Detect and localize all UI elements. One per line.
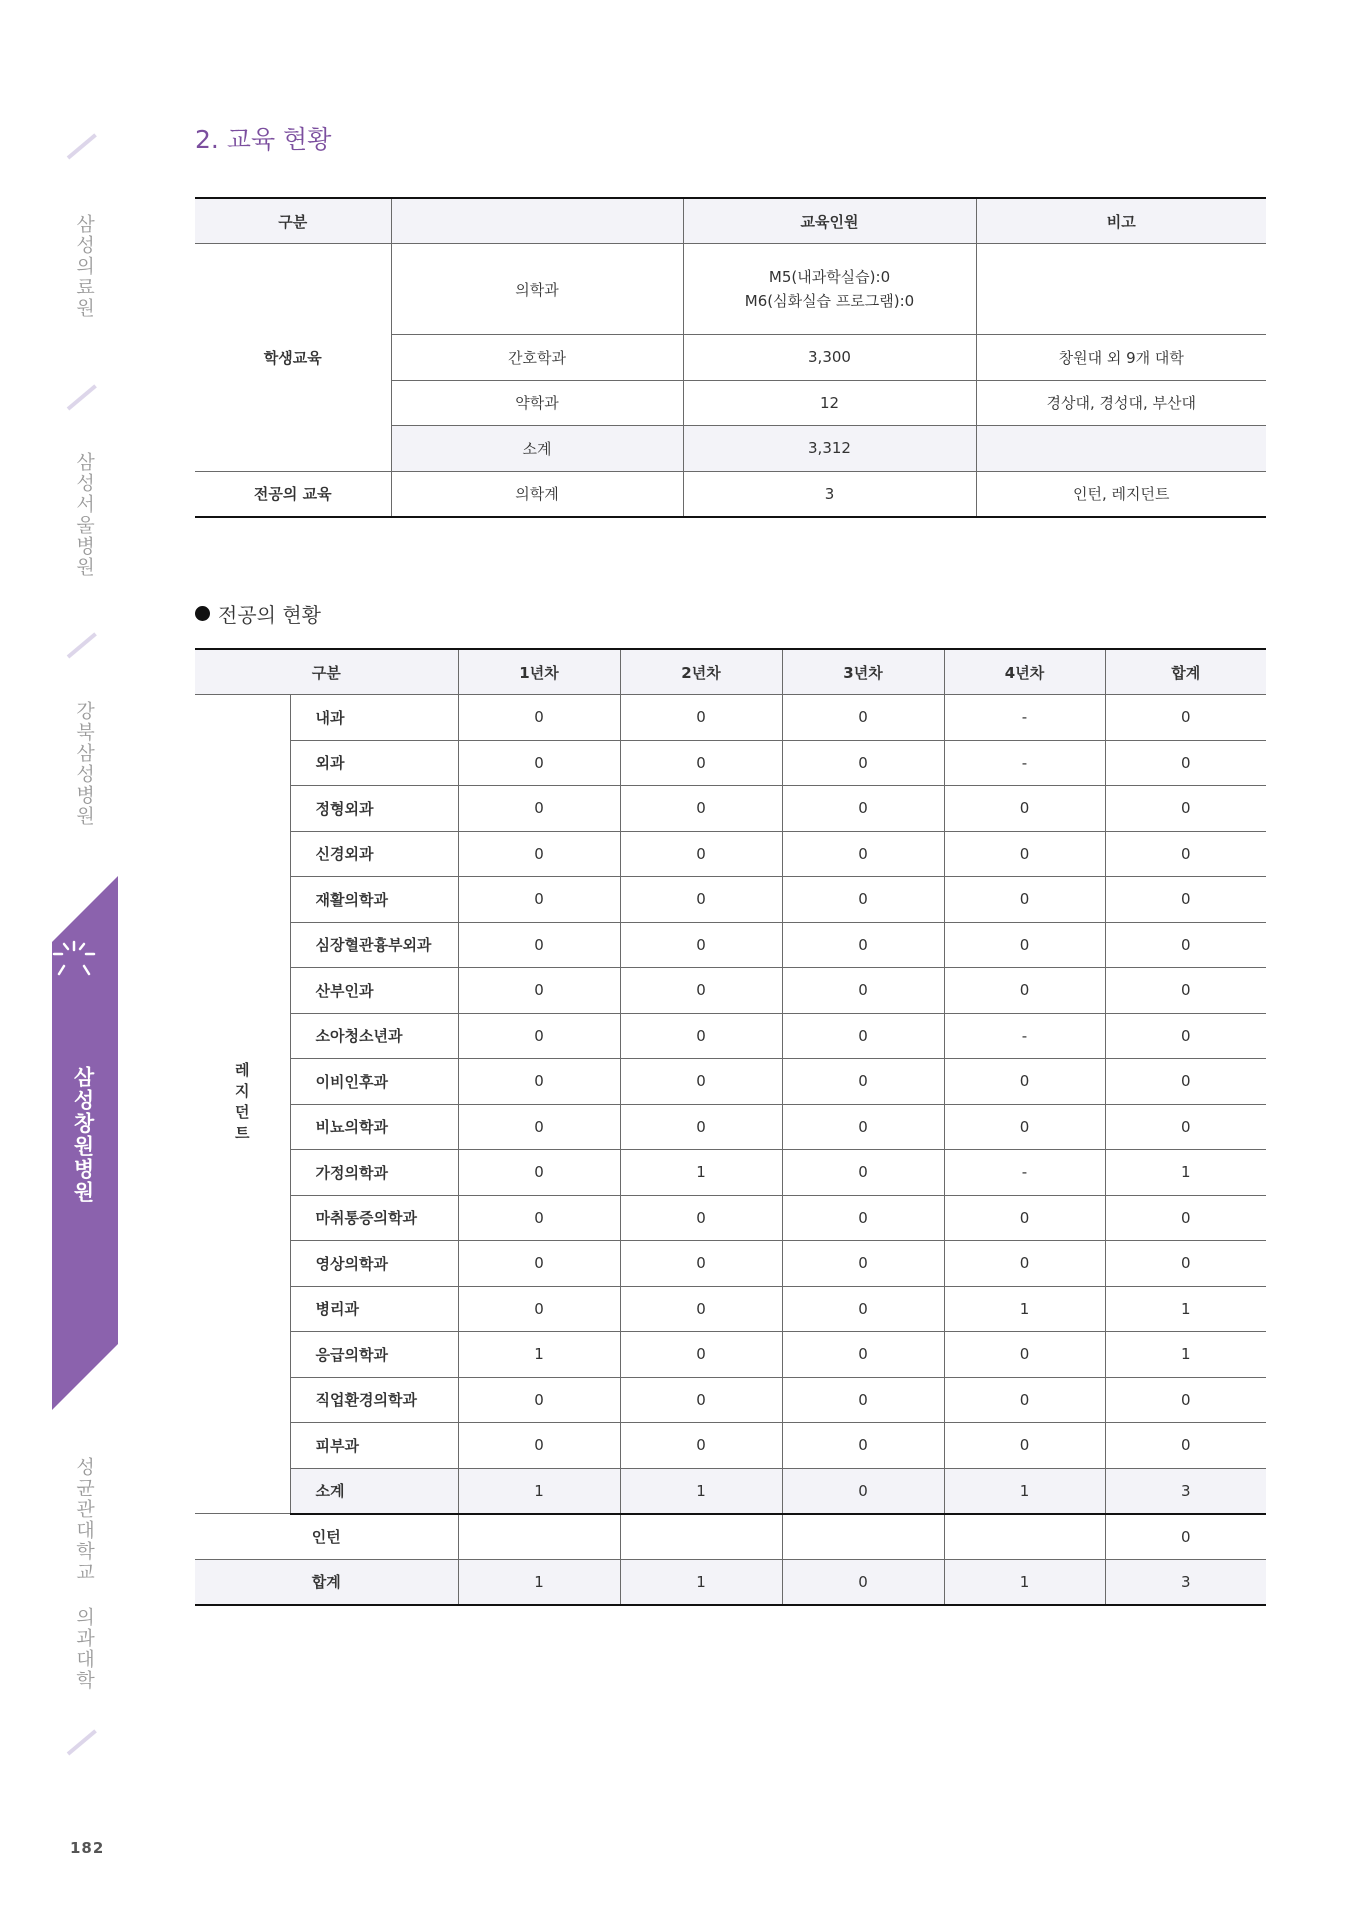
dept-cell: 소아청소년과 <box>290 1013 458 1059</box>
dept-cell: 가정의학과 <box>290 1150 458 1196</box>
value-cell: 0 <box>1105 877 1266 923</box>
value-cell: 1 <box>944 1286 1105 1332</box>
value-cell: 0 <box>1105 1423 1266 1469</box>
value-cell: 0 <box>782 1059 944 1105</box>
table-row <box>195 922 1266 968</box>
value-cell: 0 <box>620 1286 782 1332</box>
value-cell: 0 <box>458 1013 620 1059</box>
value-cell: 0 <box>458 1423 620 1469</box>
value-cell <box>944 1514 1105 1560</box>
value-cell: 0 <box>458 922 620 968</box>
header-year-4: 4년차 <box>944 649 1105 695</box>
table-row <box>195 471 1266 517</box>
table-row <box>195 695 1266 741</box>
table-header-row <box>195 198 1266 244</box>
value-cell: 0 <box>944 786 1105 832</box>
value-cell: 1 <box>1105 1286 1266 1332</box>
value-cell: 0 <box>620 740 782 786</box>
value-cell: 0 <box>944 1195 1105 1241</box>
count-cell: 3,312 <box>683 426 976 472</box>
value-cell: - <box>944 1013 1105 1059</box>
note-cell: 인턴, 레지던트 <box>976 471 1266 517</box>
dept-cell: 의학과 <box>391 244 683 335</box>
value-cell: 0 <box>1105 786 1266 832</box>
sunburst-icon <box>52 936 96 980</box>
value-cell: 0 <box>944 1332 1105 1378</box>
value-cell: 0 <box>782 1377 944 1423</box>
note-cell: 경상대, 경성대, 부산대 <box>976 380 1266 426</box>
table-row <box>195 877 1266 923</box>
value-cell: 1 <box>458 1332 620 1378</box>
value-cell: 0 <box>1105 968 1266 1014</box>
value-cell: - <box>944 695 1105 741</box>
value-cell: 0 <box>1105 1377 1266 1423</box>
table-row <box>195 831 1266 877</box>
value-cell: 0 <box>782 877 944 923</box>
value-cell: 0 <box>944 1423 1105 1469</box>
value-cell: 0 <box>620 877 782 923</box>
dept-cell: 소계 <box>391 426 683 472</box>
header-year-2: 2년차 <box>620 649 782 695</box>
value-cell: 0 <box>782 1195 944 1241</box>
value-cell: 0 <box>944 1104 1105 1150</box>
value-cell: 0 <box>1105 1514 1266 1560</box>
value-cell: 0 <box>458 786 620 832</box>
dept-cell: 비뇨의학과 <box>290 1104 458 1150</box>
value-cell: 0 <box>782 1468 944 1514</box>
note-cell <box>976 426 1266 472</box>
value-cell: 0 <box>782 1332 944 1378</box>
divider-slash <box>67 632 97 658</box>
table-row <box>195 1241 1266 1287</box>
value-cell: 0 <box>944 831 1105 877</box>
table-row <box>195 244 1266 335</box>
dept-cell: 약학과 <box>391 380 683 426</box>
count-line: M5(내과학실습):0 <box>768 268 891 286</box>
value-cell: 0 <box>620 968 782 1014</box>
value-cell: 0 <box>782 695 944 741</box>
subtotal-label: 소계 <box>290 1468 458 1514</box>
value-cell: 0 <box>458 1195 620 1241</box>
value-cell: 0 <box>782 922 944 968</box>
value-cell: 0 <box>944 1377 1105 1423</box>
table-row <box>195 1104 1266 1150</box>
dept-cell: 피부과 <box>290 1423 458 1469</box>
value-cell: 0 <box>1105 831 1266 877</box>
value-cell: 0 <box>458 968 620 1014</box>
value-cell: 0 <box>782 740 944 786</box>
value-cell: 0 <box>620 1241 782 1287</box>
value-cell: 0 <box>782 1104 944 1150</box>
resident-group-label: 레지던트 <box>195 695 290 1514</box>
student-education-label: 학생교육 <box>195 244 391 472</box>
sub-title-text: 전공의 현황 <box>218 603 321 627</box>
dept-cell: 외과 <box>290 740 458 786</box>
header-category: 구분 <box>195 649 458 695</box>
value-cell <box>782 1514 944 1560</box>
value-cell: 0 <box>782 1423 944 1469</box>
value-cell: 0 <box>944 922 1105 968</box>
header-year-3: 3년차 <box>782 649 944 695</box>
value-cell: 0 <box>944 877 1105 923</box>
value-cell: 0 <box>458 740 620 786</box>
value-cell: 1 <box>458 1468 620 1514</box>
table-row <box>195 740 1266 786</box>
dept-cell: 재활의학과 <box>290 877 458 923</box>
dept-cell: 영상의학과 <box>290 1241 458 1287</box>
value-cell: 0 <box>782 1241 944 1287</box>
header-category: 구분 <box>195 198 391 244</box>
table-row <box>195 968 1266 1014</box>
value-cell: 0 <box>458 695 620 741</box>
value-cell: 1 <box>620 1468 782 1514</box>
value-cell: 0 <box>944 968 1105 1014</box>
value-cell: 1 <box>620 1150 782 1196</box>
specialist-education-label: 전공의 교육 <box>195 471 391 517</box>
side-nav-item-samsung-changwon-hospital[interactable]: 삼성창원병원 <box>71 1066 95 1204</box>
value-cell: 0 <box>620 695 782 741</box>
value-cell: 0 <box>1105 740 1266 786</box>
note-cell <box>976 244 1266 335</box>
value-cell: 0 <box>1105 922 1266 968</box>
value-cell: 0 <box>458 1241 620 1287</box>
intern-row <box>195 1514 1266 1560</box>
value-cell: 0 <box>458 877 620 923</box>
table-header-row <box>195 649 1266 695</box>
value-cell: 0 <box>1105 1241 1266 1287</box>
value-cell: 0 <box>458 1059 620 1105</box>
resident-status-table <box>195 648 1266 1606</box>
table-row <box>195 1332 1266 1378</box>
value-cell: 1 <box>620 1559 782 1605</box>
total-row <box>195 1559 1266 1605</box>
value-cell: 3 <box>1105 1559 1266 1605</box>
table-row <box>195 1423 1266 1469</box>
value-cell: 0 <box>458 1150 620 1196</box>
resident-table-footer <box>195 1514 1266 1605</box>
value-cell: 0 <box>782 1286 944 1332</box>
value-cell: 0 <box>458 1377 620 1423</box>
dept-cell: 정형외과 <box>290 786 458 832</box>
header-note: 비고 <box>976 198 1266 244</box>
intern-label: 인턴 <box>195 1514 458 1560</box>
value-cell: 1 <box>458 1559 620 1605</box>
value-cell: 0 <box>620 922 782 968</box>
value-cell: 1 <box>1105 1332 1266 1378</box>
value-cell: 1 <box>944 1468 1105 1514</box>
value-cell <box>620 1514 782 1560</box>
total-label: 합계 <box>195 1559 458 1605</box>
value-cell: 0 <box>944 1059 1105 1105</box>
dept-cell: 심장혈관흉부외과 <box>290 922 458 968</box>
value-cell: - <box>944 740 1105 786</box>
value-cell: 0 <box>1105 1195 1266 1241</box>
value-cell: 1 <box>944 1559 1105 1605</box>
value-cell: 0 <box>782 1013 944 1059</box>
value-cell: 0 <box>782 1150 944 1196</box>
subtotal-row <box>195 1468 1266 1514</box>
dept-cell: 응급의학과 <box>290 1332 458 1378</box>
count-line: M6(심화실습 프로그램):0 <box>744 292 915 310</box>
value-cell: 0 <box>458 1104 620 1150</box>
header-total: 합계 <box>1105 649 1266 695</box>
count-cell: 3,300 <box>683 335 976 381</box>
resident-table-body <box>195 695 1266 1514</box>
dept-cell: 의학계 <box>391 471 683 517</box>
value-cell: 0 <box>620 1013 782 1059</box>
divider-slash <box>67 384 97 410</box>
divider-slash <box>67 1729 97 1755</box>
value-cell: 0 <box>620 1423 782 1469</box>
header-count: 교육인원 <box>683 198 976 244</box>
table-row <box>195 1013 1266 1059</box>
value-cell: 0 <box>1105 1059 1266 1105</box>
value-cell: 0 <box>782 1559 944 1605</box>
education-status-table <box>195 197 1266 518</box>
value-cell: 0 <box>458 831 620 877</box>
count-cell <box>683 244 976 335</box>
value-cell: 0 <box>1105 695 1266 741</box>
dept-cell: 이비인후과 <box>290 1059 458 1105</box>
value-cell: 0 <box>620 786 782 832</box>
dept-cell: 마취통증의학과 <box>290 1195 458 1241</box>
table-row <box>195 1150 1266 1196</box>
dept-cell: 내과 <box>290 695 458 741</box>
value-cell: 0 <box>620 1332 782 1378</box>
header-year-1: 1년차 <box>458 649 620 695</box>
table-row <box>195 1059 1266 1105</box>
value-cell: 0 <box>782 786 944 832</box>
divider-slash <box>67 133 97 159</box>
value-cell: - <box>944 1150 1105 1196</box>
value-cell: 0 <box>1105 1104 1266 1150</box>
side-nav-item-samsung-medical-center[interactable]: 삼성의료원 <box>73 214 95 319</box>
bullet-icon <box>195 606 210 621</box>
dept-cell: 신경외과 <box>290 831 458 877</box>
dept-cell: 직업환경의학과 <box>290 1377 458 1423</box>
side-nav-item-skku-medical-school[interactable]: 성균관대학교 의과대학 <box>73 1457 95 1691</box>
value-cell: 0 <box>620 1195 782 1241</box>
value-cell: 0 <box>782 968 944 1014</box>
page-number: 182 <box>70 1839 105 1857</box>
value-cell: 3 <box>1105 1468 1266 1514</box>
dept-cell: 간호학과 <box>391 335 683 381</box>
value-cell: 0 <box>620 1059 782 1105</box>
side-nav-item-kangbuk-samsung-hospital[interactable]: 강북삼성병원 <box>73 701 95 827</box>
table-row <box>195 1377 1266 1423</box>
value-cell: 0 <box>620 1104 782 1150</box>
sub-title <box>195 599 321 628</box>
value-cell: 0 <box>782 831 944 877</box>
count-cell: 12 <box>683 380 976 426</box>
count-cell: 3 <box>683 471 976 517</box>
value-cell: 0 <box>458 1286 620 1332</box>
header-blank <box>391 198 683 244</box>
table-row <box>195 786 1266 832</box>
value-cell: 0 <box>944 1241 1105 1287</box>
value-cell: 0 <box>620 831 782 877</box>
table-row <box>195 1286 1266 1332</box>
side-nav-item-samsung-seoul-hospital[interactable]: 삼성서울병원 <box>73 452 95 578</box>
value-cell <box>458 1514 620 1560</box>
dept-cell: 병리과 <box>290 1286 458 1332</box>
section-title: 2. 교육 현황 <box>195 125 332 154</box>
note-cell: 창원대 외 9개 대학 <box>976 335 1266 381</box>
value-cell: 0 <box>1105 1013 1266 1059</box>
dept-cell: 산부인과 <box>290 968 458 1014</box>
value-cell: 0 <box>620 1377 782 1423</box>
value-cell: 1 <box>1105 1150 1266 1196</box>
table-row <box>195 1195 1266 1241</box>
